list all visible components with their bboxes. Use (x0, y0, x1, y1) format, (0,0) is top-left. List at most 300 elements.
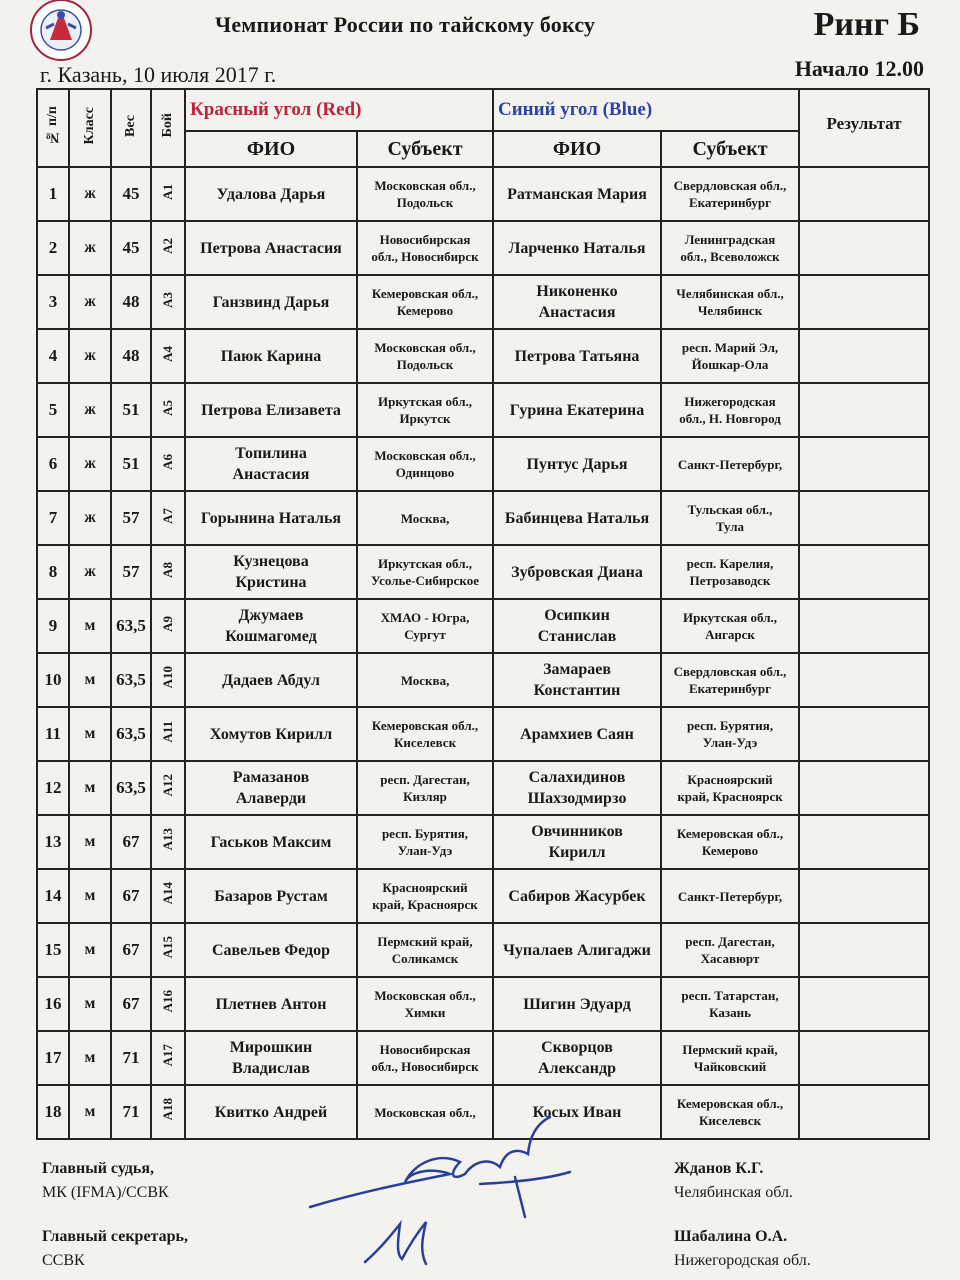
col-no-header: № п/п (37, 89, 69, 167)
red-fighter-subject-line: Московская обл., (374, 1104, 476, 1120)
blue-fighter-subject-line: Тула (716, 519, 745, 534)
blue-fighter-name (493, 275, 661, 329)
red-fighter-subject-line: Подольск (396, 195, 454, 210)
row-class: м (69, 707, 111, 761)
red-fighter-name (185, 437, 357, 491)
blue-fighter-name-line: Сабиров Жасурбек (508, 887, 646, 905)
red-fighter-name (185, 869, 357, 923)
result-cell (799, 275, 929, 329)
judge-title: Главный судья, (42, 1160, 155, 1177)
row-bout (151, 599, 185, 653)
red-fighter-subject (357, 923, 493, 977)
bout-code: А8 (160, 561, 175, 578)
blue-fighter-name-line: Анастасия (538, 304, 616, 321)
row-weight: 48 (111, 275, 151, 329)
blue-fighter-name-line: Зубровская Диана (511, 563, 643, 581)
judge-name: Жданов К.Г. (674, 1160, 764, 1177)
bout-code: А14 (160, 882, 175, 905)
bouts-table (36, 88, 930, 1140)
red-fighter-subject-line: обл., Новосибирск (371, 1059, 479, 1074)
red-fighter-name (185, 329, 357, 383)
blue-fighter-name-line: Петрова Татьяна (514, 347, 640, 365)
row-bout (151, 977, 185, 1031)
table-row (37, 923, 929, 977)
bout-code: А5 (160, 399, 175, 416)
bout-code: А15 (160, 936, 175, 959)
blue-fighter-subject-line: Красноярский (687, 772, 773, 787)
blue-fighter-name-line: Станислав (537, 628, 617, 645)
start-time: Начало 12.00 (794, 56, 924, 81)
blue-fighter-subject-line: Нижегородская (684, 394, 776, 409)
blue-fighter-name (493, 1031, 661, 1085)
row-number: 13 (37, 815, 69, 869)
row-weight: 48 (111, 329, 151, 383)
blue-fighter-subject-line: Киселевск (698, 1113, 762, 1128)
row-number: 14 (37, 869, 69, 923)
red-fighter-subject-line: обл., Новосибирск (371, 249, 479, 264)
secretary-title: Главный секретарь, (42, 1228, 188, 1245)
blue-corner-header: Синий угол (Blue) (493, 89, 799, 131)
red-fighter-name-line: Паюк Карина (220, 347, 322, 365)
row-weight: 57 (111, 545, 151, 599)
blue-fighter-subject (661, 1031, 799, 1085)
secretary-name: Шабалина О.А. (674, 1228, 788, 1245)
bout-code: А10 (160, 666, 175, 689)
result-cell (799, 329, 929, 383)
red-fighter-subject-line: Москва, (400, 510, 450, 526)
secretary-rank: ССВК (42, 1252, 85, 1269)
red-fighter-name-line: Топилина (235, 445, 307, 462)
red-fighter-subject-line: Иркутская обл., (378, 394, 473, 409)
red-fighter-name-line: Гаськов Максим (210, 833, 332, 851)
row-class: ж (69, 221, 111, 275)
blue-fighter-subject-line: респ. Татарстан, (681, 988, 779, 1003)
red-fighter-name (185, 923, 357, 977)
blue-fighter-subject (661, 1085, 799, 1139)
red-fighter-subject-line: Улан-Удэ (397, 843, 453, 858)
blue-fighter-name-line: Скворцов (541, 1039, 613, 1056)
blue-fighter-subject (661, 491, 799, 545)
red-fighter-subject-line: Кизляр (403, 789, 447, 804)
blue-fighter-name-line: Гурина Екатерина (509, 401, 645, 419)
bout-code: А13 (160, 828, 175, 851)
red-fighter-subject (357, 275, 493, 329)
row-class: м (69, 599, 111, 653)
page-title: Чемпионат России по тайскому боксу (215, 12, 596, 37)
blue-fighter-name (493, 653, 661, 707)
red-fighter-name (185, 221, 357, 275)
result-cell (799, 599, 929, 653)
table-row (37, 1031, 929, 1085)
red-fighter-name (185, 383, 357, 437)
red-fighter-name-line: Савельев Федор (211, 941, 331, 959)
row-weight: 67 (111, 977, 151, 1031)
blue-subject-header: Субъект (661, 131, 799, 167)
blue-fighter-name (493, 329, 661, 383)
row-number: 6 (37, 437, 69, 491)
blue-fighter-name (493, 869, 661, 923)
result-cell (799, 545, 929, 599)
blue-fighter-subject-line: Иркутская обл., (683, 610, 778, 625)
judge-signature (300, 1112, 600, 1222)
table-row (37, 545, 929, 599)
bout-code: А4 (160, 345, 175, 362)
col-weight-header: Вес (111, 89, 151, 167)
blue-fighter-subject-line: Йошкар-Ола (691, 357, 769, 372)
row-class: м (69, 977, 111, 1031)
blue-fighter-subject-line: Екатеринбург (688, 681, 772, 696)
result-cell (799, 1085, 929, 1139)
red-fighter-subject (357, 869, 493, 923)
row-number: 17 (37, 1031, 69, 1085)
red-fighter-subject (357, 167, 493, 221)
red-fighter-name-line: Алаверди (235, 790, 307, 807)
blue-fighter-subject (661, 545, 799, 599)
red-fighter-subject-line: Новосибирская (379, 232, 471, 247)
blue-fighter-subject-line: обл., Всеволожск (680, 249, 780, 264)
blue-fighter-subject (661, 761, 799, 815)
blue-fighter-name-line: Овчинников (531, 823, 623, 840)
blue-fighter-subject (661, 329, 799, 383)
row-weight: 67 (111, 815, 151, 869)
blue-fighter-name-line: Шигин Эдуард (523, 995, 631, 1013)
table-row (37, 707, 929, 761)
result-cell (799, 221, 929, 275)
red-fighter-subject-line: Киселевск (393, 735, 457, 750)
red-subject-header: Субъект (357, 131, 493, 167)
red-fighter-name-line: Плетнев Антон (215, 995, 327, 1013)
blue-fighter-name (493, 437, 661, 491)
result-cell (799, 977, 929, 1031)
row-bout (151, 1031, 185, 1085)
blue-fighter-name (493, 491, 661, 545)
bout-code: А3 (160, 291, 175, 308)
red-fighter-name-line: Кошмагомед (225, 628, 317, 645)
blue-fighter-name-line: Константин (533, 682, 621, 699)
table-row (37, 599, 929, 653)
red-fighter-name-line: Квитко Андрей (214, 1103, 328, 1121)
row-weight: 45 (111, 221, 151, 275)
row-bout (151, 815, 185, 869)
row-number: 15 (37, 923, 69, 977)
blue-fighter-name (493, 815, 661, 869)
table-row (37, 869, 929, 923)
red-fighter-name-line: Ганзвинд Дарья (212, 293, 330, 311)
row-weight: 57 (111, 491, 151, 545)
blue-fighter-subject (661, 653, 799, 707)
row-weight: 51 (111, 437, 151, 491)
red-fighter-subject-line: Кемеровская обл., (371, 718, 479, 733)
red-fighter-subject-line: Одинцово (395, 465, 455, 480)
result-cell (799, 437, 929, 491)
red-fighter-subject-line: Иркутская обл., (378, 556, 473, 571)
blue-fighter-name-line: Салахидинов (528, 769, 626, 786)
red-fighter-name-line: Мирошкин (229, 1039, 313, 1056)
red-fighter-subject (357, 761, 493, 815)
blue-fighter-subject-line: Тульская обл., (687, 502, 773, 517)
red-fighter-name-line: Удалова Дарья (216, 185, 326, 203)
table-row (37, 383, 929, 437)
red-fighter-subject (357, 707, 493, 761)
blue-fighter-subject (661, 167, 799, 221)
blue-fighter-name (493, 383, 661, 437)
blue-fighter-subject-line: респ. Карелия, (686, 556, 774, 571)
row-class: м (69, 653, 111, 707)
blue-fighter-subject (661, 923, 799, 977)
bout-code: А1 (160, 183, 175, 200)
blue-fighter-name (493, 977, 661, 1031)
bout-code: А12 (160, 774, 175, 797)
row-class: ж (69, 383, 111, 437)
red-fighter-subject-line: Новосибирская (379, 1042, 471, 1057)
blue-fighter-subject-line: Кемерово (701, 843, 759, 858)
blue-fighter-subject (661, 437, 799, 491)
red-fighter-name (185, 599, 357, 653)
red-fighter-name-line: Кристина (235, 574, 307, 591)
result-cell (799, 923, 929, 977)
blue-fighter-subject-line: Ангарск (705, 627, 755, 642)
red-fighter-name (185, 761, 357, 815)
red-fighter-subject-line: Пермский край, (377, 934, 473, 949)
red-fighter-name-line: Владислав (232, 1060, 310, 1077)
row-weight: 63,5 (111, 599, 151, 653)
red-fighter-subject (357, 491, 493, 545)
blue-fighter-name-line: Ратманская Мария (507, 185, 647, 203)
row-bout (151, 275, 185, 329)
red-fighter-name (185, 491, 357, 545)
row-bout (151, 653, 185, 707)
red-fighter-name (185, 815, 357, 869)
blue-fighter-subject-line: Ленинградская (684, 232, 776, 247)
red-fighter-subject-line: респ. Бурятия, (381, 826, 469, 841)
row-bout (151, 545, 185, 599)
table-row (37, 491, 929, 545)
table-row (37, 329, 929, 383)
bout-code: А6 (160, 453, 175, 470)
red-fighter-name (185, 707, 357, 761)
red-corner-header: Красный угол (Red) (185, 89, 493, 131)
red-fighter-name (185, 977, 357, 1031)
blue-fighter-subject-line: респ. Дагестан, (685, 934, 775, 949)
table-row (37, 437, 929, 491)
blue-fighter-subject-line: Челябинск (697, 303, 763, 318)
blue-fighter-name-line: Арамхиев Саян (520, 725, 634, 743)
row-number: 5 (37, 383, 69, 437)
red-fighter-subject-line: Московская обл., (374, 988, 476, 1003)
red-fighter-name-line: Анастасия (232, 466, 310, 483)
row-class: м (69, 869, 111, 923)
result-cell (799, 491, 929, 545)
blue-fighter-name (493, 221, 661, 275)
red-fighter-name (185, 653, 357, 707)
row-number: 7 (37, 491, 69, 545)
row-number: 12 (37, 761, 69, 815)
red-fighter-subject-line: Московская обл., (374, 178, 476, 193)
red-fighter-subject-line: Красноярский (382, 880, 468, 895)
row-class: ж (69, 437, 111, 491)
row-number: 10 (37, 653, 69, 707)
red-fighter-subject-line: Химки (404, 1005, 446, 1020)
red-fio-header: ФИО (185, 131, 357, 167)
row-bout (151, 383, 185, 437)
row-bout (151, 221, 185, 275)
red-fighter-name-line: Джумаев (238, 607, 304, 624)
row-class: ж (69, 545, 111, 599)
blue-fighter-name (493, 167, 661, 221)
blue-fio-header: ФИО (493, 131, 661, 167)
row-class: м (69, 1031, 111, 1085)
red-fighter-name-line: Горынина Наталья (200, 509, 342, 527)
blue-fighter-subject-line: обл., Н. Новгород (679, 411, 781, 426)
result-cell (799, 869, 929, 923)
red-fighter-subject-line: Московская обл., (374, 448, 476, 463)
blue-fighter-subject-line: Пермский край, (682, 1042, 778, 1057)
row-class: ж (69, 167, 111, 221)
table-row (37, 977, 929, 1031)
red-fighter-subject-line: Соликамск (391, 951, 459, 966)
judge-region: Челябинская обл. (674, 1184, 793, 1201)
blue-fighter-name-line: Осипкин (544, 607, 610, 624)
row-class: ж (69, 329, 111, 383)
row-class: м (69, 923, 111, 977)
result-cell (799, 815, 929, 869)
red-fighter-subject-line: Усолье-Сибирское (371, 573, 479, 588)
row-class: м (69, 1085, 111, 1139)
blue-fighter-subject (661, 599, 799, 653)
row-weight: 63,5 (111, 707, 151, 761)
blue-fighter-subject (661, 869, 799, 923)
blue-fighter-name-line: Косых Иван (532, 1103, 622, 1121)
red-fighter-name-line: Рамазанов (232, 769, 310, 786)
table-row (37, 167, 929, 221)
blue-fighter-name-line: Кирилл (548, 844, 606, 861)
row-bout (151, 707, 185, 761)
blue-fighter-name-line: Никоненко (536, 283, 618, 300)
red-fighter-subject (357, 815, 493, 869)
row-class: ж (69, 275, 111, 329)
bout-code: А7 (160, 507, 175, 524)
blue-fighter-subject-line: Чайковский (693, 1059, 767, 1074)
secretary-signature (360, 1214, 450, 1274)
judge-rank: МК (IFMA)/ССВК (42, 1184, 169, 1201)
blue-fighter-subject-line: Кемеровская обл., (676, 826, 784, 841)
blue-fighter-subject-line: Свердловская обл., (673, 664, 787, 679)
row-weight: 63,5 (111, 653, 151, 707)
row-weight: 71 (111, 1031, 151, 1085)
blue-fighter-subject (661, 815, 799, 869)
bout-code: А11 (160, 720, 175, 743)
blue-fighter-subject-line: Кемеровская обл., (676, 1096, 784, 1111)
table-row (37, 653, 929, 707)
row-bout (151, 437, 185, 491)
blue-fighter-name-line: Александр (538, 1060, 616, 1077)
blue-fighter-subject-line: Улан-Удэ (702, 735, 758, 750)
table-row (37, 275, 929, 329)
red-fighter-name-line: Петрова Анастасия (200, 239, 342, 257)
row-bout (151, 1085, 185, 1139)
red-fighter-name (185, 1031, 357, 1085)
row-bout (151, 869, 185, 923)
blue-fighter-name (493, 707, 661, 761)
red-fighter-name (185, 275, 357, 329)
bout-code: А16 (160, 990, 175, 1013)
result-cell (799, 707, 929, 761)
red-fighter-subject (357, 221, 493, 275)
row-weight: 45 (111, 167, 151, 221)
row-number: 18 (37, 1085, 69, 1139)
red-fighter-name (185, 545, 357, 599)
red-fighter-subject-line: респ. Дагестан, (380, 772, 470, 787)
result-cell (799, 383, 929, 437)
red-fighter-subject (357, 545, 493, 599)
table-row (37, 221, 929, 275)
blue-fighter-name-line: Ларченко Наталья (508, 239, 646, 257)
row-class: м (69, 815, 111, 869)
blue-fighter-subject-line: Хасавюрт (700, 951, 760, 966)
red-fighter-subject (357, 1031, 493, 1085)
red-fighter-name-line: Хомутов Кирилл (209, 725, 333, 743)
blue-fighter-subject (661, 275, 799, 329)
red-fighter-subject-line: ХМАО - Югра, (380, 610, 470, 625)
blue-fighter-name (493, 761, 661, 815)
red-fighter-subject (357, 329, 493, 383)
row-weight: 67 (111, 869, 151, 923)
blue-fighter-subject (661, 383, 799, 437)
table-row (37, 761, 929, 815)
bout-code: А2 (160, 237, 175, 254)
row-number: 16 (37, 977, 69, 1031)
red-fighter-name (185, 167, 357, 221)
red-fighter-subject (357, 599, 493, 653)
blue-fighter-subject-line: Свердловская обл., (673, 178, 787, 193)
blue-fighter-subject-line: Челябинская обл., (676, 286, 784, 301)
result-cell (799, 167, 929, 221)
result-cell (799, 1031, 929, 1085)
red-fighter-name-line: Базаров Рустам (214, 887, 328, 905)
red-fighter-name-line: Петрова Елизавета (201, 401, 341, 419)
table-row (37, 815, 929, 869)
place-date: г. Казань, 10 июля 2017 г. (40, 62, 277, 87)
row-number: 1 (37, 167, 69, 221)
red-fighter-subject-line: Кемерово (396, 303, 454, 318)
row-number: 11 (37, 707, 69, 761)
blue-fighter-subject-line: Санкт-Петербург, (677, 888, 783, 904)
row-class: м (69, 761, 111, 815)
blue-fighter-subject (661, 977, 799, 1031)
result-cell (799, 653, 929, 707)
result-header: Результат (799, 89, 929, 167)
blue-fighter-subject-line: Петрозаводск (689, 573, 771, 588)
red-fighter-subject-line: Москва, (400, 672, 450, 688)
blue-fighter-name-line: Замараев (543, 661, 611, 678)
result-cell (799, 761, 929, 815)
red-fighter-subject (357, 977, 493, 1031)
blue-fighter-subject (661, 707, 799, 761)
row-number: 2 (37, 221, 69, 275)
bout-code: А18 (160, 1098, 175, 1121)
blue-fighter-name-line: Чупалаев Алигаджи (503, 941, 651, 959)
red-fighter-subject (357, 437, 493, 491)
blue-fighter-subject (661, 221, 799, 275)
red-fighter-subject (357, 383, 493, 437)
blue-fighter-name-line: Шахзодмирзо (527, 790, 627, 807)
secretary-region: Нижегородская обл. (674, 1252, 811, 1269)
red-fighter-subject-line: край, Красноярск (372, 897, 478, 912)
row-bout (151, 329, 185, 383)
row-bout (151, 761, 185, 815)
blue-fighter-subject-line: Санкт-Петербург, (677, 456, 783, 472)
row-weight: 63,5 (111, 761, 151, 815)
